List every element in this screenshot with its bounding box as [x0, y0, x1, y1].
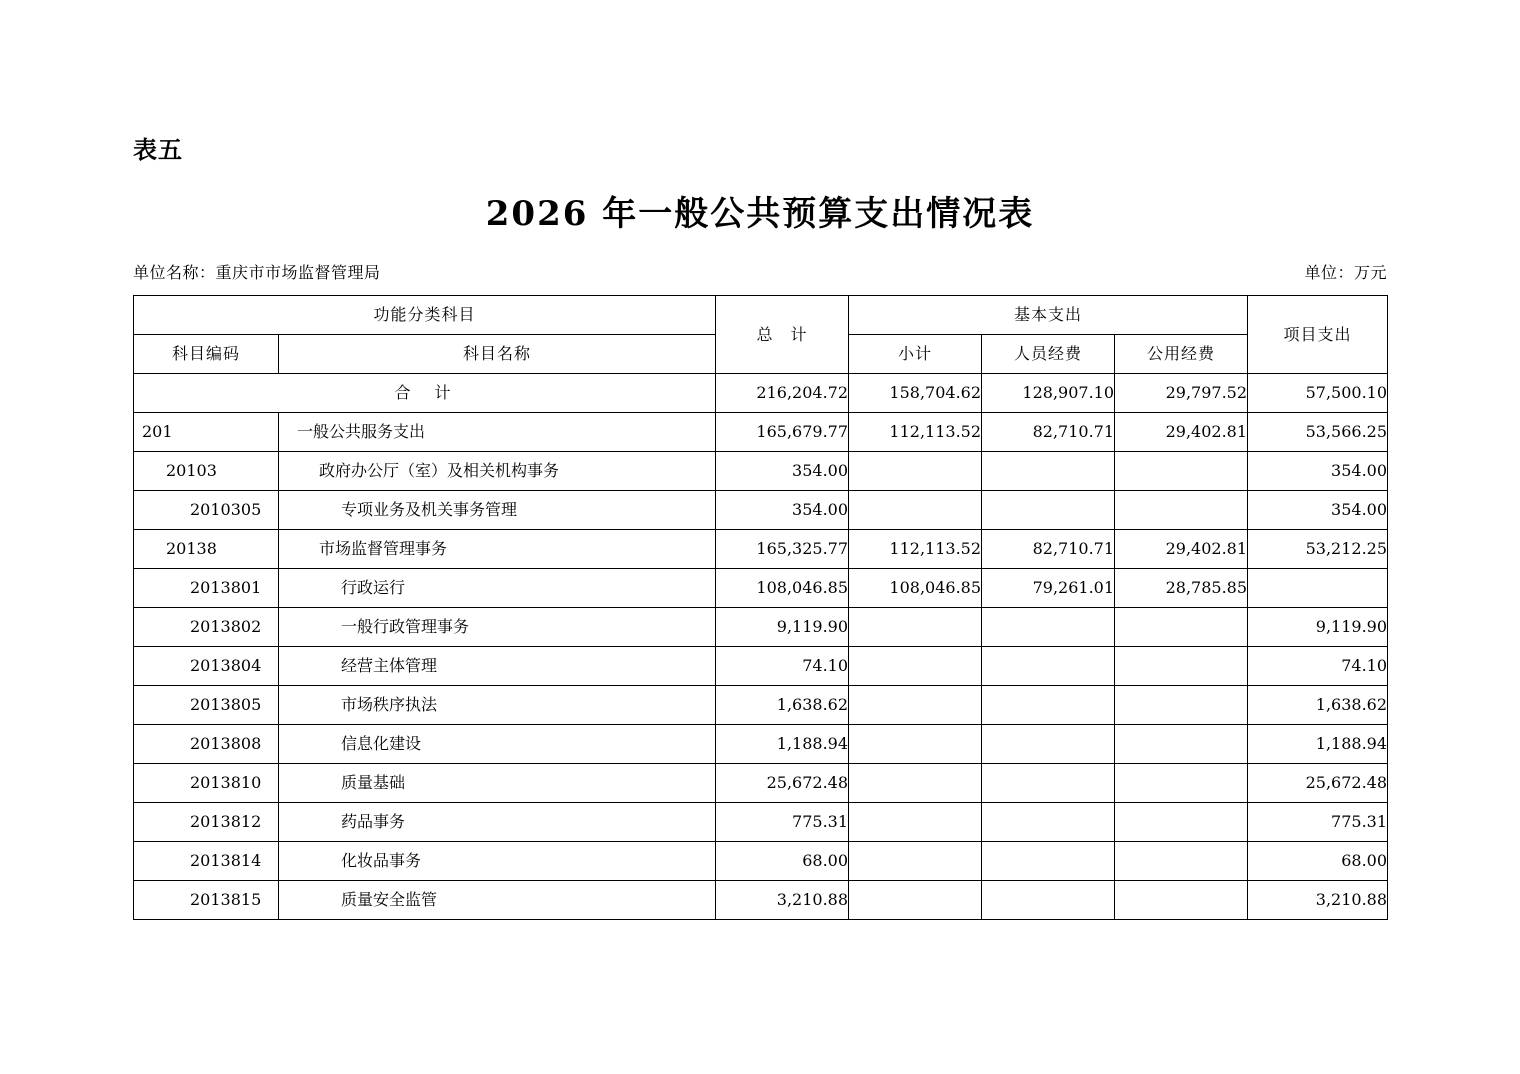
table-header	[134, 296, 1388, 374]
cell-public-cost: 29,402.81	[1115, 530, 1248, 569]
cell-personnel-cost	[982, 764, 1115, 803]
cell-public-cost	[1115, 764, 1248, 803]
cell-personnel-cost: 82,710.71	[982, 413, 1115, 452]
cell-total: 9,119.90	[716, 608, 849, 647]
cell-subject-code: 2013804	[134, 647, 279, 686]
total-value-personnel: 128,907.10	[982, 374, 1115, 413]
cell-subtotal: 112,113.52	[849, 413, 982, 452]
total-value-subtotal: 158,704.62	[849, 374, 982, 413]
cell-public-cost	[1115, 725, 1248, 764]
header-personnel-cost: 人员经费	[982, 335, 1115, 374]
cell-subtotal: 112,113.52	[849, 530, 982, 569]
header-subject-code: 科目编码	[134, 335, 279, 374]
cell-personnel-cost	[982, 608, 1115, 647]
cell-public-cost	[1115, 452, 1248, 491]
cell-public-cost	[1115, 881, 1248, 920]
cell-total: 74.10	[716, 647, 849, 686]
cell-subtotal	[849, 491, 982, 530]
cell-total: 3,210.88	[716, 881, 849, 920]
cell-subtotal	[849, 803, 982, 842]
table-row	[134, 842, 1388, 881]
cell-subject-code: 2013805	[134, 686, 279, 725]
table-row	[134, 647, 1388, 686]
cell-subtotal	[849, 452, 982, 491]
cell-subject-code: 2013812	[134, 803, 279, 842]
cell-public-cost: 29,402.81	[1115, 413, 1248, 452]
total-label: 合 计	[134, 374, 716, 413]
cell-project-expenditure: 775.31	[1248, 803, 1388, 842]
cell-total: 165,679.77	[716, 413, 849, 452]
table-row	[134, 608, 1388, 647]
table-row	[134, 452, 1388, 491]
cell-total: 775.31	[716, 803, 849, 842]
cell-project-expenditure: 74.10	[1248, 647, 1388, 686]
cell-subject-name: 药品事务	[279, 803, 716, 842]
cell-personnel-cost	[982, 686, 1115, 725]
cell-subtotal	[849, 608, 982, 647]
cell-personnel-cost	[982, 842, 1115, 881]
cell-project-expenditure: 53,566.25	[1248, 413, 1388, 452]
cell-subtotal	[849, 764, 982, 803]
cell-project-expenditure: 3,210.88	[1248, 881, 1388, 920]
table-row	[134, 413, 1388, 452]
header-basic-expenditure: 基本支出	[849, 296, 1248, 335]
header-function-group: 功能分类科目	[134, 296, 716, 335]
table-row	[134, 686, 1388, 725]
cell-total: 354.00	[716, 452, 849, 491]
cell-subtotal	[849, 725, 982, 764]
header-project-expenditure: 项目支出	[1248, 296, 1388, 374]
cell-subject-name: 专项业务及机关事务管理	[279, 491, 716, 530]
cell-personnel-cost	[982, 647, 1115, 686]
cell-subtotal	[849, 881, 982, 920]
cell-personnel-cost	[982, 725, 1115, 764]
cell-subject-name: 质量安全监管	[279, 881, 716, 920]
header-total: 总 计	[716, 296, 849, 374]
cell-personnel-cost: 79,261.01	[982, 569, 1115, 608]
sheet-label: 表五	[133, 135, 183, 164]
cell-subtotal	[849, 647, 982, 686]
cell-subject-name: 市场监督管理事务	[279, 530, 716, 569]
cell-subject-name: 信息化建设	[279, 725, 716, 764]
cell-subject-name: 化妆品事务	[279, 842, 716, 881]
cell-total: 25,672.48	[716, 764, 849, 803]
cell-personnel-cost	[982, 491, 1115, 530]
cell-public-cost	[1115, 842, 1248, 881]
table-row	[134, 530, 1388, 569]
cell-project-expenditure: 53,212.25	[1248, 530, 1388, 569]
table-row	[134, 764, 1388, 803]
cell-project-expenditure	[1248, 569, 1388, 608]
cell-total: 68.00	[716, 842, 849, 881]
cell-subtotal	[849, 842, 982, 881]
cell-project-expenditure: 9,119.90	[1248, 608, 1388, 647]
cell-subject-code: 201	[134, 413, 279, 452]
cell-subject-code: 20138	[134, 530, 279, 569]
cell-total: 1,188.94	[716, 725, 849, 764]
total-value-public: 29,797.52	[1115, 374, 1248, 413]
cell-personnel-cost	[982, 881, 1115, 920]
budget-expenditure-table	[133, 295, 1388, 920]
cell-public-cost	[1115, 686, 1248, 725]
cell-project-expenditure: 354.00	[1248, 452, 1388, 491]
cell-subject-name: 一般公共服务支出	[279, 413, 716, 452]
header-public-cost: 公用经费	[1115, 335, 1248, 374]
cell-public-cost	[1115, 647, 1248, 686]
cell-subject-code: 2013815	[134, 881, 279, 920]
header-subject-name: 科目名称	[279, 335, 716, 374]
cell-project-expenditure: 25,672.48	[1248, 764, 1388, 803]
cell-subject-code: 2013810	[134, 764, 279, 803]
unit-measure-label: 单位：万元	[1304, 263, 1387, 282]
cell-total: 354.00	[716, 491, 849, 530]
cell-total: 165,325.77	[716, 530, 849, 569]
page-title: 2026 年一般公共预算支出情况表	[485, 194, 1035, 234]
table-row	[134, 569, 1388, 608]
cell-public-cost	[1115, 803, 1248, 842]
cell-project-expenditure: 1,638.62	[1248, 686, 1388, 725]
cell-project-expenditure: 68.00	[1248, 842, 1388, 881]
table-row	[134, 803, 1388, 842]
table-row	[134, 491, 1388, 530]
cell-personnel-cost	[982, 452, 1115, 491]
cell-subtotal	[849, 686, 982, 725]
cell-subject-code: 20103	[134, 452, 279, 491]
cell-subject-name: 一般行政管理事务	[279, 608, 716, 647]
total-value-total: 216,204.72	[716, 374, 849, 413]
total-value-project: 57,500.10	[1248, 374, 1388, 413]
cell-public-cost	[1115, 491, 1248, 530]
table-row	[134, 881, 1388, 920]
cell-project-expenditure: 354.00	[1248, 491, 1388, 530]
cell-public-cost: 28,785.85	[1115, 569, 1248, 608]
cell-personnel-cost	[982, 803, 1115, 842]
header-subtotal: 小计	[849, 335, 982, 374]
header-row-1	[134, 296, 1388, 335]
cell-subject-name: 质量基础	[279, 764, 716, 803]
table-row-total	[134, 374, 1388, 413]
cell-subject-name: 政府办公厅（室）及相关机构事务	[279, 452, 716, 491]
cell-subject-code: 2010305	[134, 491, 279, 530]
cell-subject-name: 市场秩序执法	[279, 686, 716, 725]
cell-personnel-cost: 82,710.71	[982, 530, 1115, 569]
cell-subject-code: 2013801	[134, 569, 279, 608]
cell-subject-code: 2013814	[134, 842, 279, 881]
table-body	[134, 374, 1388, 920]
cell-total: 108,046.85	[716, 569, 849, 608]
unit-name-label: 单位名称：重庆市市场监督管理局	[133, 263, 381, 282]
cell-public-cost	[1115, 608, 1248, 647]
cell-subject-code: 2013808	[134, 725, 279, 764]
cell-total: 1,638.62	[716, 686, 849, 725]
cell-subject-code: 2013802	[134, 608, 279, 647]
cell-subject-name: 经营主体管理	[279, 647, 716, 686]
cell-subject-name: 行政运行	[279, 569, 716, 608]
cell-subtotal: 108,046.85	[849, 569, 982, 608]
table-row	[134, 725, 1388, 764]
cell-project-expenditure: 1,188.94	[1248, 725, 1388, 764]
